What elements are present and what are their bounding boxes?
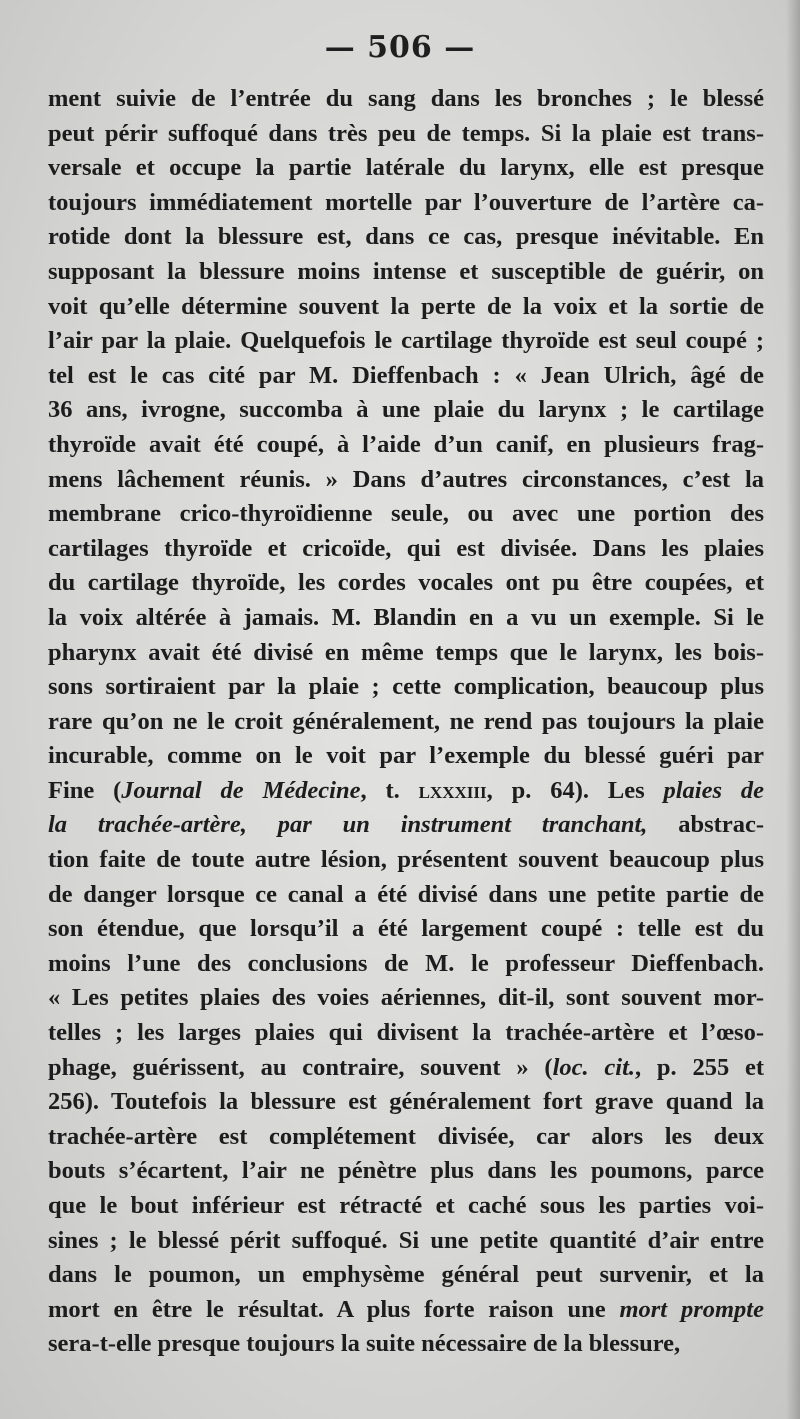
- text-line: [48, 1120, 764, 1155]
- text-line: [48, 601, 764, 636]
- text-segment: la voix altérée à jamais. M. Blandin en a vu un exemple. Si le: [48, 603, 764, 631]
- text-segment: , p. 255 et: [635, 1053, 764, 1081]
- text-segment: mort en être le résultat. A plus forte raison une: [48, 1295, 620, 1323]
- text-line: [48, 428, 764, 463]
- text-line: [48, 1258, 764, 1293]
- text-line: [48, 670, 764, 705]
- text-line: [48, 497, 764, 532]
- text-segment: Fine (: [48, 776, 122, 804]
- text-line: [48, 1085, 764, 1120]
- text-segment: tel est le cas cité par M. Dieffenbach : « Jean Ulrich, âgé de: [48, 361, 764, 389]
- text-line: [48, 255, 764, 290]
- page-edge-shadow: [786, 0, 800, 1419]
- text-segment: rotide dont la blessure est, dans ce cas, presque inévitable. En: [48, 223, 764, 251]
- text-segment: son étendue, que lorsqu’il a été largement coupé : telle est du: [48, 915, 764, 943]
- text-line: [48, 220, 764, 255]
- text-segment: moins l’une des conclusions de M. le professeur Dieffenbach.: [48, 949, 764, 977]
- text-segment: telles ; les larges plaies qui divisent la trachée-artère et l’œso-: [48, 1019, 764, 1047]
- text-segment: , p. 64). Les: [486, 776, 664, 804]
- text-line: [48, 1051, 764, 1086]
- text-line: [48, 878, 764, 913]
- text-line: [48, 186, 764, 221]
- text-line: [48, 82, 764, 117]
- text-segment: pharynx avait été divisé en même temps que le larynx, les bois-: [48, 638, 764, 666]
- text-segment: « Les petites plaies des voies aériennes, dit-il, sont souvent mor-: [48, 984, 764, 1012]
- text-line: [48, 808, 764, 843]
- text-segment: membrane crico-thyroïdienne seule, ou avec une portion des: [48, 500, 764, 528]
- italic-text: plaies de: [663, 776, 764, 804]
- text-line: [48, 151, 764, 186]
- text-segment: versale et occupe la partie latérale du larynx, elle est presque: [48, 154, 764, 182]
- text-line: [48, 1293, 764, 1328]
- text-segment: thyroïde avait été coupé, à l’aide d’un canif, en plusieurs frag-: [48, 430, 764, 458]
- text-line: [48, 981, 764, 1016]
- text-line: [48, 1189, 764, 1224]
- text-line: [48, 1224, 764, 1259]
- text-segment: , t.: [360, 776, 419, 804]
- text-line: [48, 636, 764, 671]
- text-line: [48, 290, 764, 325]
- text-segment: tion faite de toute autre lésion, présentent souvent beaucoup plus: [48, 846, 764, 874]
- text-segment: sines ; le blessé périt suffoqué. Si une petite quantité d’air entre: [48, 1226, 764, 1254]
- text-segment: de danger lorsque ce canal a été divisé dans une petite partie de: [48, 880, 764, 908]
- text-line: [48, 1154, 764, 1189]
- text-line: [48, 843, 764, 878]
- text-line: [48, 705, 764, 740]
- text-line: [48, 324, 764, 359]
- text-segment: ment suivie de l’entrée du sang dans les bronches ; le blessé: [48, 85, 764, 112]
- smallcaps-text: lxxxiii: [418, 776, 487, 804]
- text-segment: que le bout inférieur est rétracté et caché sous les parties voi-: [48, 1192, 764, 1219]
- text-segment: phage, guérissent, au contraire, souvent » (: [48, 1053, 553, 1081]
- text-segment: dans le poumon, un emphysème général peut survenir, et la: [48, 1261, 764, 1289]
- text-segment: toujours immédiatement mortelle par l’ouverture de l’artère ca-: [48, 188, 764, 216]
- text-line: [48, 117, 764, 152]
- italic-text: loc. cit.: [552, 1053, 636, 1081]
- text-segment: du cartilage thyroïde, les cordes vocales ont pu être coupées, et: [48, 569, 764, 597]
- text-line: [48, 566, 764, 601]
- italic-text: Journal de Médecine: [121, 776, 361, 804]
- text-line: [48, 1016, 764, 1051]
- text-line: [48, 532, 764, 567]
- text-segment: rare qu’on ne le croit généralement, ne rend pas toujours la plaie: [48, 707, 764, 735]
- text-segment: mens lâchement réunis. » Dans d’autres circonstances, c’est la: [48, 465, 764, 493]
- text-line: [48, 739, 764, 774]
- italic-text: mort prompte: [619, 1295, 764, 1323]
- text-line: [48, 912, 764, 947]
- page-number: — 506 —: [324, 30, 476, 65]
- text-line: [48, 359, 764, 394]
- text-segment: bouts s’écartent, l’air ne pénètre plus dans les poumons, parce: [48, 1157, 764, 1185]
- text-segment: voit qu’elle détermine souvent la perte de la voix et la sortie de: [48, 292, 764, 320]
- text-segment: abstrac-: [647, 811, 764, 839]
- text-segment: sons sortiraient par la plaie ; cette complication, beaucoup plus: [48, 673, 764, 701]
- text-segment: sera-t-elle presque toujours la suite nécessaire de la blessure,: [48, 1330, 681, 1358]
- text-line: [48, 463, 764, 498]
- text-segment: supposant la blessure moins intense et susceptible de guérir, on: [48, 257, 764, 285]
- text-line: [48, 393, 764, 428]
- text-segment: 36 ans, ivrogne, succomba à une plaie du larynx ; le cartilage: [48, 396, 764, 424]
- text-segment: l’air par la plaie. Quelquefois le cartilage thyroïde est seul coupé ;: [48, 327, 764, 355]
- text-line: [48, 947, 764, 982]
- text-line: [48, 1327, 764, 1362]
- body-text: [48, 82, 764, 1362]
- text-segment: cartilages thyroïde et cricoïde, qui est divisée. Dans les plaies: [48, 534, 764, 562]
- text-segment: 256). Toutefois la blessure est généralement fort grave quand la: [48, 1088, 764, 1116]
- italic-text: la trachée-artère, par un instrument tranchant,: [48, 811, 648, 839]
- text-segment: trachée-artère est complétement divisée, car alors les deux: [48, 1122, 764, 1150]
- text-segment: incurable, comme on le voit par l’exemple du blessé guéri par: [48, 742, 764, 770]
- text-segment: peut périr suffoqué dans très peu de temps. Si la plaie est trans-: [48, 119, 764, 147]
- text-line: [48, 774, 764, 809]
